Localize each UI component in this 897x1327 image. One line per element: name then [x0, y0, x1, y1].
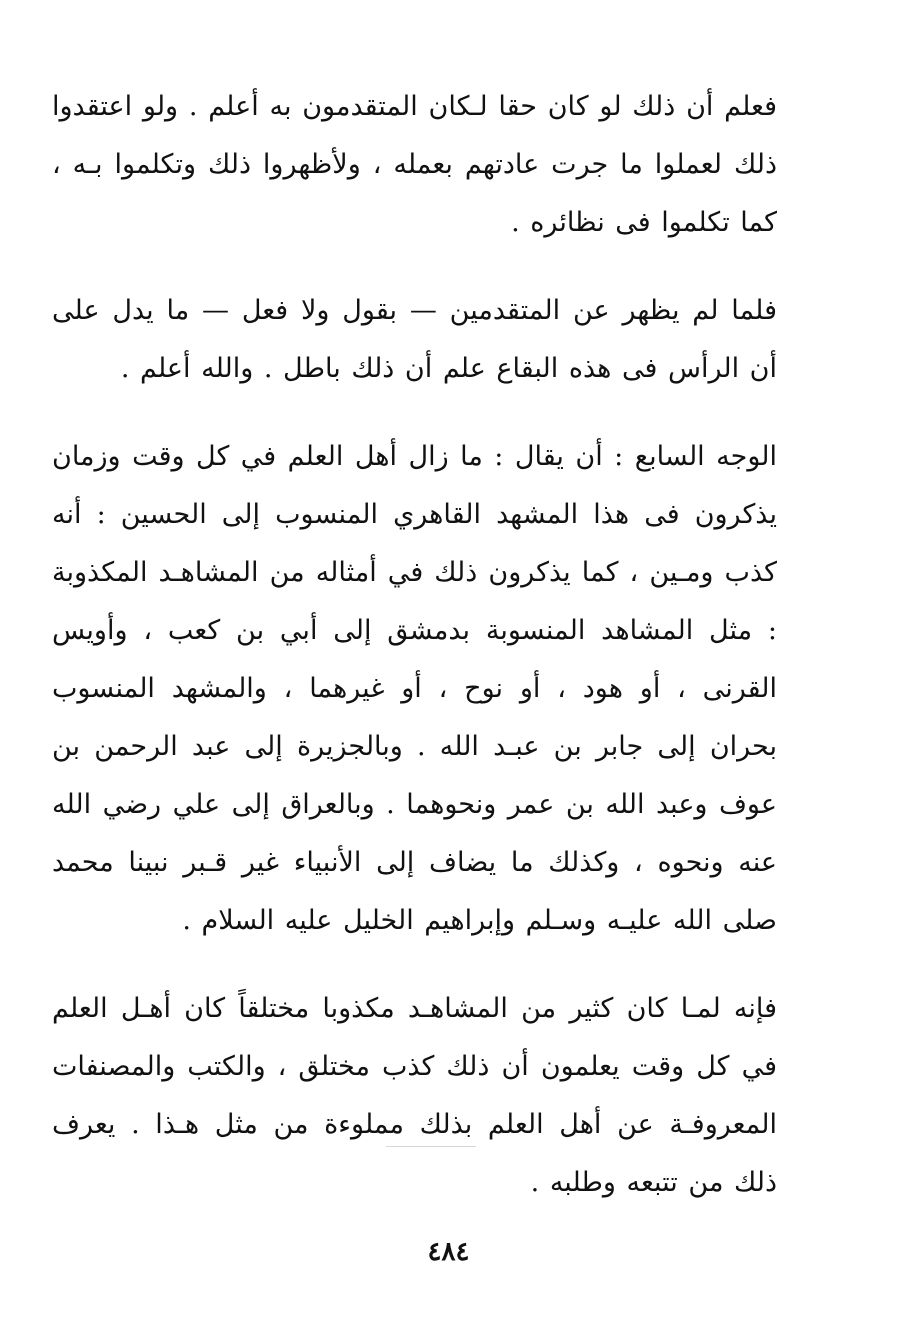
- paragraph-1: فعلم أن ذلك لو كان حقا لـكان المتقدمون به أعلم . ولو اعتقدوا ذلك لعملوا ما جرت عادتهم بعمله ، ولأظهروا ذلك وتكلموا بـه ، كما تكلموا فى نظائره .: [52, 91, 777, 238]
- paragraph-2: فلما لم يظهر عن المتقدمين — بقول ولا فعل — ما يدل على أن الرأس فى هذه البقاع علم أن ذلك باطل . والله أعلم .: [52, 295, 777, 384]
- scan-artifact: [386, 1146, 476, 1147]
- page-number: ٤٨٤: [427, 1237, 470, 1267]
- paragraph-3: الوجه السابع : أن يقال : ما زال أهل العلم في كل وقت وزمان يذكرون فى هذا المشهد القاهري المنسوب إلى الحسين : أنه كذب ومـين ، كما يذكرون ذلك في أمثاله من المشاهـد المكذوبة : مثل المشاهد المنسوبة بدمشق إلى أبي بن كعب ، وأويس القرنى ، أو هود ، أو نوح ، أو غيرهما ، والمشهد المنسوب بحران إلى جابر بن عبـد الله . وبالجزيرة إلى عبد الرحمن بن عوف وعبد الله بن عمر ونحوهما . وبالعراق إلى علي رضي الله عنه ونحوه ، وكذلك ما يضاف إلى الأنبياء غير قـبر نبينا محمد صلى الله عليـه وسـلم وإبراهيم الخليل عليه السلام .: [52, 441, 777, 936]
- page-body: [52, 78, 777, 1248]
- paragraph-4: فإنه لمـا كان كثير من المشاهـد مكذوبا مختلقاً كان أهـل العلم في كل وقت يعلمون أن ذلك كذب مختلق ، والكتب والمصنفات المعروفـة عن أهل العلم بذلك مملوءة من مثل هـذا . يعرف ذلك من تتبعه وطلبه .: [52, 993, 777, 1198]
